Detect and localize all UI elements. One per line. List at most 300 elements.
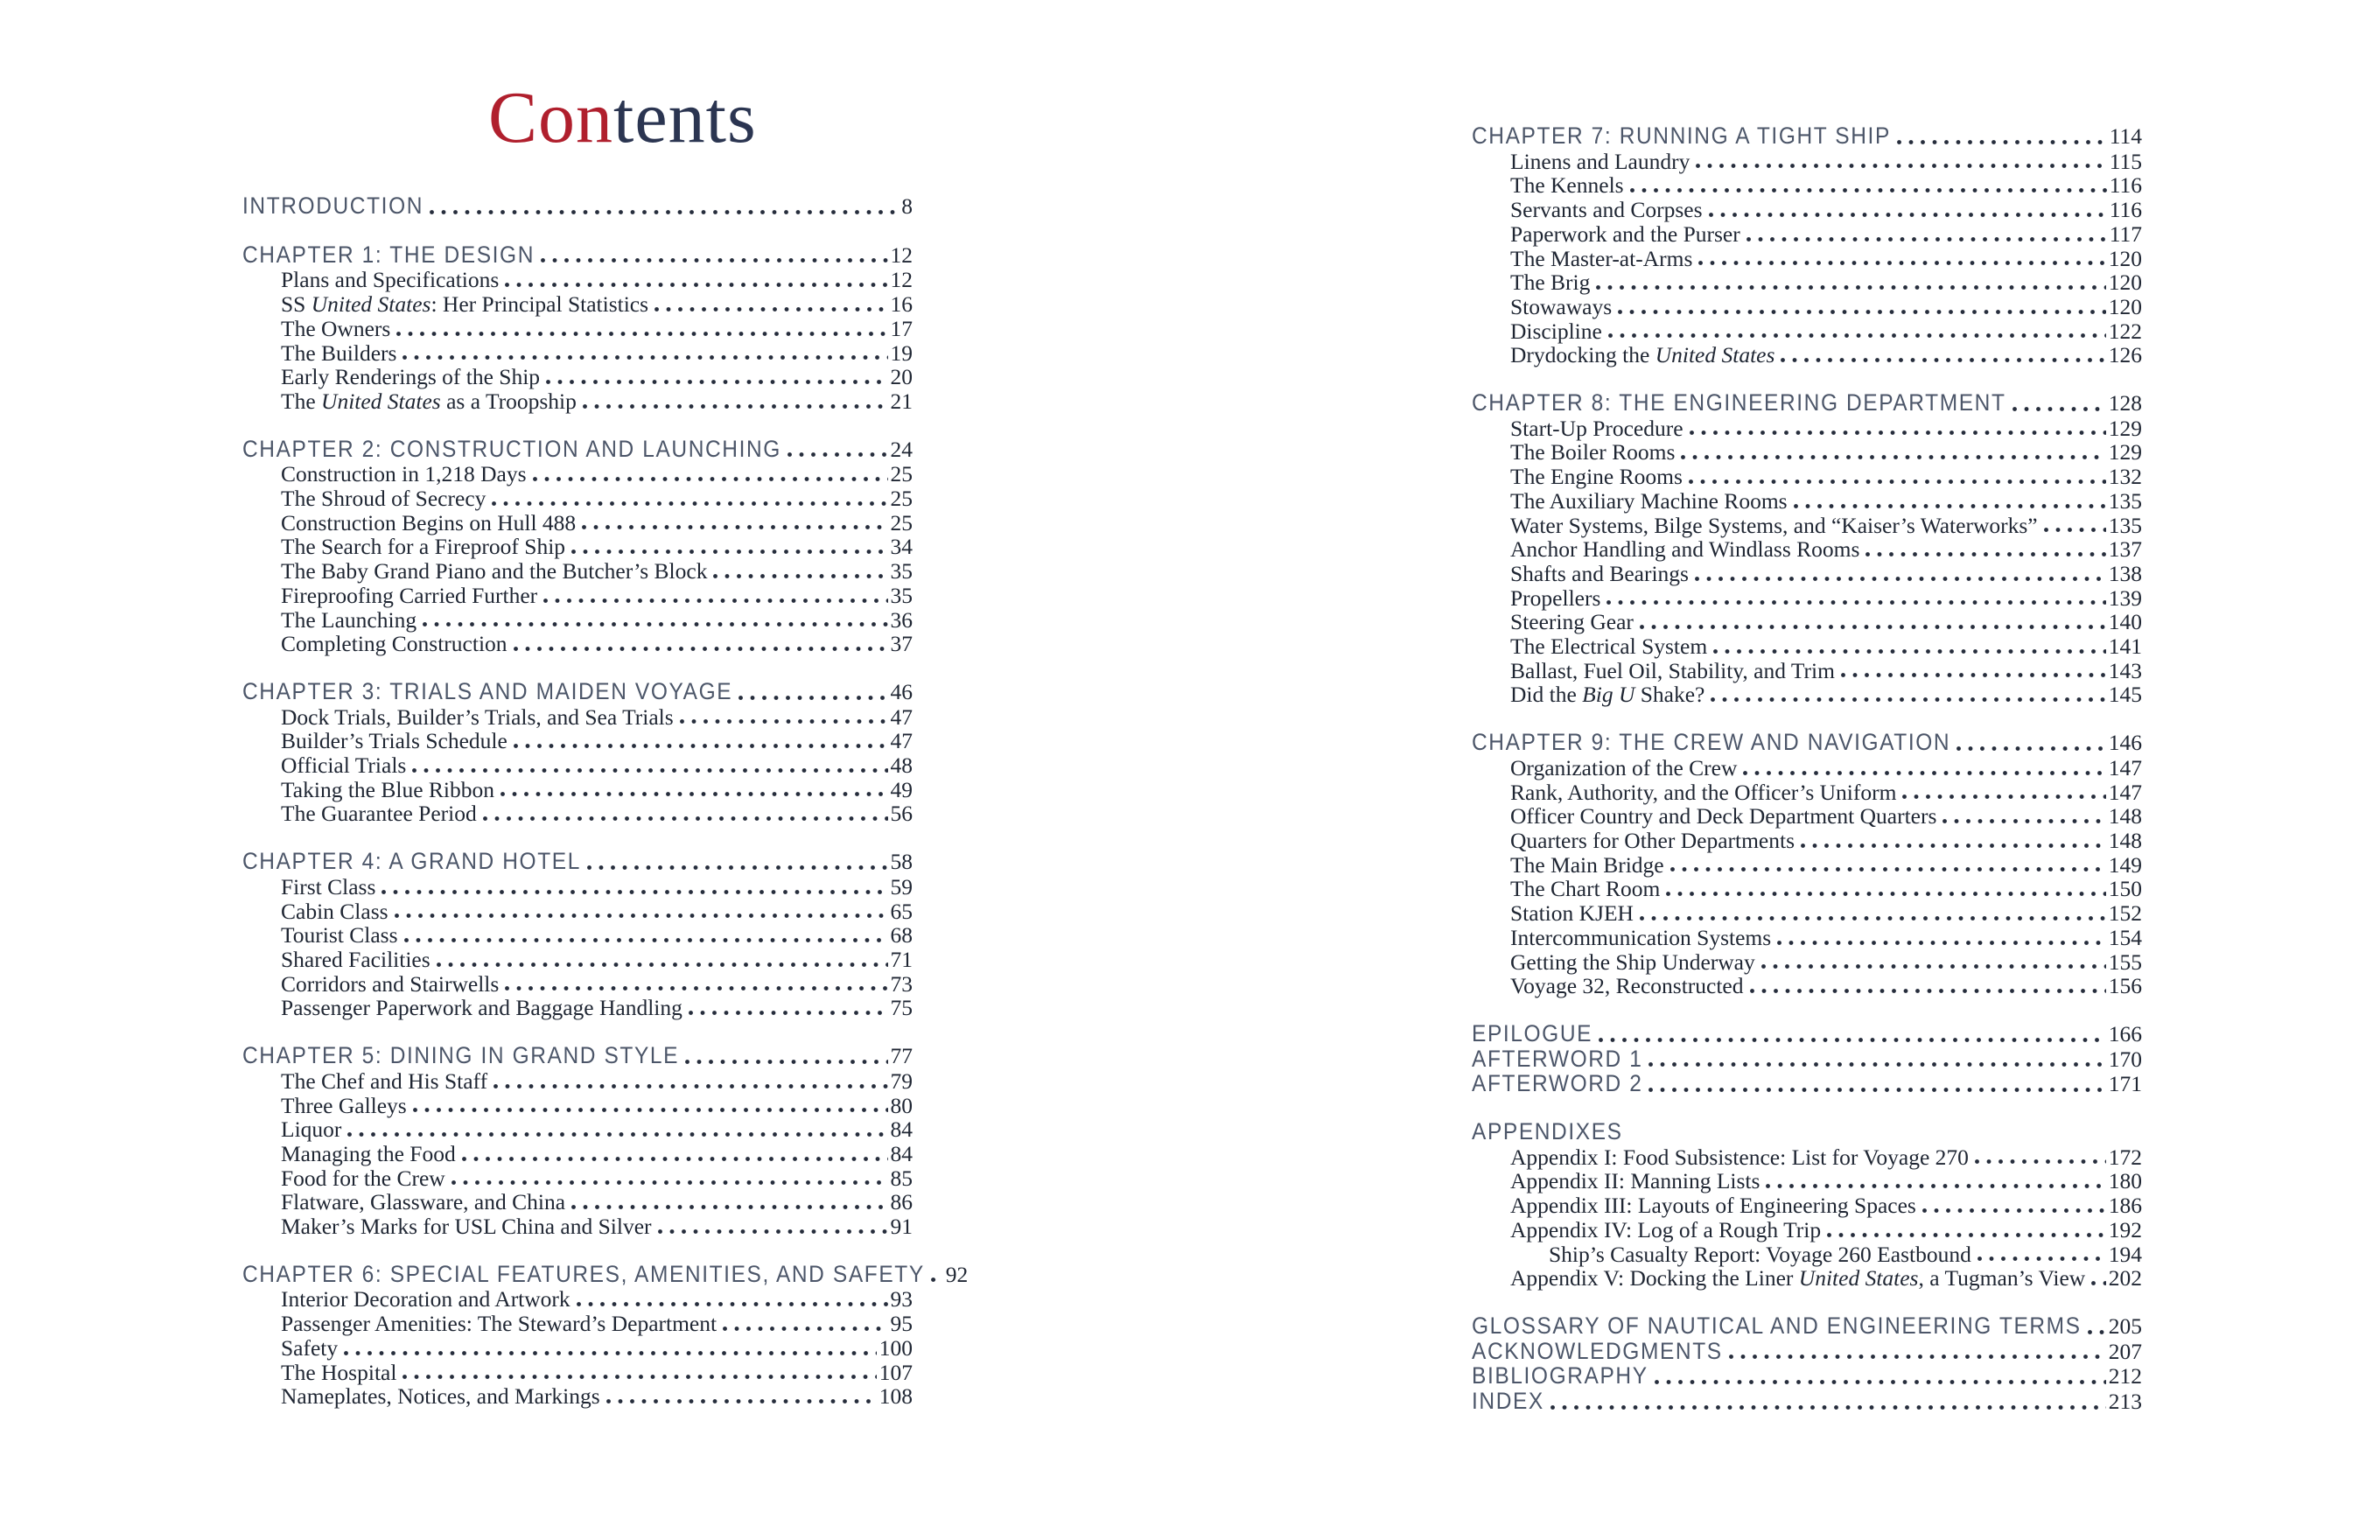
toc-item-row [242, 948, 913, 972]
dot-leader [1801, 842, 2106, 850]
page-number: 140 [2108, 609, 2142, 635]
dot-leader [577, 1300, 888, 1308]
dot-leader [483, 815, 888, 822]
toc-heading-row [1472, 124, 2142, 150]
page-number: 170 [2108, 1046, 2142, 1072]
dot-leader [1781, 356, 2105, 364]
dot-leader [1922, 1207, 2106, 1214]
toc-item-row [242, 1214, 913, 1239]
dot-leader [654, 305, 887, 313]
page-number: 180 [2108, 1168, 2142, 1194]
page-number: 84 [890, 1116, 913, 1143]
dot-leader [533, 475, 888, 483]
dot-leader [1743, 769, 2105, 777]
dot-leader [1866, 550, 2105, 558]
dot-leader [1978, 1255, 2106, 1263]
dot-leader [606, 1397, 877, 1405]
toc-entry-label: Shared Facilities [281, 946, 430, 972]
page-number: 24 [890, 436, 913, 462]
toc-entry-label: AFTERWORD 2 [1472, 1071, 1643, 1097]
toc-item-row [242, 365, 913, 389]
toc-heading-row [242, 1261, 969, 1288]
toc-entry-label: The Brig [1510, 270, 1591, 296]
dot-leader [2044, 526, 2106, 534]
toc-entry-label: Construction in 1,218 Days [281, 461, 527, 487]
toc-entry-label: The United States as a Troopship [281, 388, 577, 414]
dot-leader [1729, 1353, 2106, 1361]
toc-item-row [242, 900, 913, 924]
toc-heading-row [1472, 1390, 2142, 1415]
toc-entry-label: The Chart Room [1510, 876, 1661, 902]
page-number: 148 [2108, 803, 2142, 830]
toc-item-row [1472, 659, 2142, 683]
toc-entry-label: The Chef and His Staff [281, 1068, 488, 1094]
page-number: 207 [2108, 1338, 2142, 1364]
dot-leader [1689, 478, 2106, 486]
toc-item-row [1472, 562, 2142, 586]
toc-item-row [1472, 756, 2142, 780]
page-number: 120 [2108, 270, 2142, 296]
toc-item-row [1472, 537, 2142, 562]
page-number: 17 [890, 315, 913, 341]
dot-leader [543, 597, 887, 605]
toc-entry-label: Water Systems, Bilge Systems, and “Kaiser’s Waterworks” [1510, 512, 2038, 538]
dot-leader [1655, 1378, 2106, 1386]
toc-entry-label: Ballast, Fuel Oil, Stability, and Trim [1510, 657, 1835, 683]
toc-item-row [242, 875, 913, 900]
toc-item-row [1472, 489, 2142, 514]
dot-leader [571, 1203, 887, 1211]
dot-leader [2088, 1328, 2106, 1336]
toc-entry-label: The Baby Grand Piano and the Butcher’s Block [281, 558, 708, 584]
toc-heading-row [242, 194, 913, 220]
toc-entry-label: Official Trials [281, 752, 407, 779]
toc-entry-label: Completing Construction [281, 631, 508, 657]
toc-entry-label: Taking the Blue Ribbon [281, 776, 494, 802]
dot-leader [1630, 186, 2107, 194]
toc-item-row [242, 292, 913, 317]
page-number: 77 [890, 1043, 913, 1069]
toc-heading-row [242, 438, 913, 463]
page-number: 19 [890, 340, 913, 366]
dot-leader [494, 1082, 887, 1090]
toc-entry-label: INDEX [1472, 1388, 1544, 1415]
dot-leader [462, 1155, 888, 1163]
toc-item-row [242, 753, 913, 778]
dot-leader [452, 1179, 888, 1186]
toc-entry-label: Start-Up Procedure [1510, 415, 1684, 441]
dot-leader [546, 378, 887, 386]
page-number: 65 [890, 898, 913, 924]
toc-entry-label: CHAPTER 1: THE DESIGN [242, 242, 536, 269]
dot-leader [571, 548, 887, 556]
dot-leader [1670, 865, 2106, 873]
dot-leader [583, 402, 888, 410]
toc-entry-label: First Class [281, 873, 376, 900]
toc-item-row [1472, 319, 2142, 344]
page-number: 115 [2109, 148, 2142, 174]
toc-entry-label: Three Galleys [281, 1092, 407, 1118]
title-segment-red: Con [488, 77, 614, 158]
toc-item-row [1472, 1169, 2142, 1194]
toc-entry-label: CHAPTER 7: RUNNING A TIGHT SHIP [1472, 122, 1891, 150]
toc-item-row [242, 486, 913, 511]
page-number: 79 [890, 1068, 913, 1094]
page-number: 166 [2108, 1020, 2142, 1046]
page-number: 71 [890, 946, 913, 972]
dot-leader [505, 281, 887, 289]
toc-entry-label: Managing the Food [281, 1140, 456, 1166]
dot-leader [1696, 162, 2106, 170]
toc-entry-label: Anchor Handling and Windlass Rooms [1510, 536, 1860, 563]
dot-leader [514, 742, 888, 750]
page-number: 135 [2108, 512, 2142, 538]
toc-entry-label: Ship’s Casualty Report: Voyage 260 Eastbound [1549, 1241, 1971, 1267]
toc-entry-label: The Electrical System [1510, 634, 1708, 660]
page-number: 120 [2108, 245, 2142, 271]
dot-leader [1711, 696, 2105, 704]
toc-item-row [1472, 1194, 2142, 1218]
toc-item-row [1472, 877, 2142, 901]
toc-entry-label: The Boiler Rooms [1510, 439, 1676, 466]
dot-leader [1841, 671, 2106, 679]
dot-leader [1606, 598, 2105, 606]
toc-entry-label: The Auxiliary Machine Rooms [1510, 487, 1788, 514]
toc-item-row [242, 1166, 913, 1191]
dot-leader [514, 645, 888, 653]
toc-entry-label: The Owners [281, 315, 391, 341]
toc-entry-label: CHAPTER 8: THE ENGINEERING DEPARTMENT [1472, 389, 2006, 416]
dot-leader [2012, 405, 2106, 413]
toc-item-row [1472, 634, 2142, 659]
toc-entry-label: Safety [281, 1334, 339, 1361]
toc-entry-label: Passenger Paperwork and Baggage Handling [281, 995, 682, 1021]
toc-entry-label: Food for the Crew [281, 1165, 445, 1191]
toc-entry-label: Rank, Authority, and the Officer’s Uniform [1510, 779, 1897, 805]
toc-entry-label: The Guarantee Period [281, 801, 477, 827]
page-number: 68 [890, 922, 913, 948]
page-number: 149 [2108, 851, 2142, 878]
page-number: 8 [901, 193, 913, 219]
page-number: 129 [2108, 439, 2142, 466]
page-number: 126 [2108, 342, 2142, 368]
page-number: 150 [2108, 876, 2142, 902]
toc-item-row [242, 1117, 913, 1142]
dot-leader [680, 718, 888, 725]
toc-block [242, 1261, 969, 1410]
dot-leader [1975, 1158, 2106, 1166]
toc-heading-row [1472, 1314, 2142, 1340]
toc-item-row [1472, 586, 2142, 611]
toc-entry-label: CHAPTER 4: A GRAND HOTEL [242, 849, 581, 875]
toc-item-row [1472, 416, 2142, 441]
dot-leader [1956, 745, 2106, 752]
toc-block [242, 194, 913, 220]
toc-entry-label: Did the Big U Shake? [1510, 682, 1705, 708]
toc-entry-label: CHAPTER 9: THE CREW AND NAVIGATION [1472, 730, 1951, 756]
page-number: 139 [2108, 584, 2142, 611]
page-number: 36 [890, 606, 913, 633]
page-number: 46 [890, 678, 913, 704]
dot-leader [347, 1130, 887, 1138]
toc-block [242, 1044, 913, 1239]
page-number: 35 [890, 582, 913, 608]
toc-item-row [1472, 804, 2142, 829]
page-number: 145 [2108, 682, 2142, 708]
toc-entry-label: APPENDIXES [1472, 1118, 1623, 1145]
toc-entry-label: Drydocking the United States [1510, 342, 1775, 368]
page-number: 25 [890, 461, 913, 487]
page-number: 25 [890, 509, 913, 536]
toc-item-row [242, 1361, 913, 1385]
page-number: 137 [2108, 536, 2142, 563]
toc-entry-label: Early Renderings of the Ship [281, 364, 541, 390]
toc-block [242, 243, 913, 414]
dot-leader [1827, 1231, 2106, 1239]
dot-leader [396, 330, 887, 338]
dot-leader [2091, 1279, 2106, 1287]
page-number: 49 [890, 776, 913, 802]
dot-leader [1897, 138, 2107, 146]
toc-entry-label: The Search for a Fireproof Ship [281, 534, 566, 560]
dot-leader [1942, 817, 2105, 825]
toc-entry-label: The Builders [281, 340, 397, 366]
toc-item-row [1472, 1145, 2142, 1170]
dot-leader [1902, 793, 2105, 801]
toc-item-row [242, 535, 913, 559]
toc-item-row [242, 341, 913, 366]
toc-item-row [242, 584, 913, 608]
dot-leader [1599, 1036, 2106, 1044]
toc-entry-label: Liquor [281, 1116, 342, 1143]
toc-item-row [242, 559, 913, 584]
page-number: 117 [2109, 220, 2142, 247]
dot-leader [1618, 308, 2106, 316]
toc-entry-label: BIBLIOGRAPHY [1472, 1363, 1648, 1390]
toc-item-row [1472, 853, 2142, 878]
toc-entry-label: Intercommunication Systems [1510, 924, 1772, 950]
dot-leader [1709, 211, 2107, 219]
toc-entry-label: The Engine Rooms [1510, 464, 1683, 490]
dot-leader [582, 523, 887, 531]
page-number: 186 [2108, 1193, 2142, 1219]
page-number: 154 [2108, 924, 2142, 950]
page-number: 12 [890, 242, 913, 268]
toc-entry-label: Propellers [1510, 584, 1601, 611]
toc-item-row [1472, 150, 2142, 174]
toc-entry-label: Interior Decoration and Artwork [281, 1286, 570, 1312]
toc-item-row [1472, 343, 2142, 368]
page-number: 100 [878, 1334, 913, 1361]
toc-entry-label: Construction Begins on Hull 488 [281, 509, 577, 536]
dot-leader [505, 984, 887, 992]
toc-item-row [1472, 173, 2142, 198]
dot-leader [1750, 987, 2106, 995]
toc-heading-row [242, 850, 913, 875]
toc-item-row [242, 1069, 913, 1094]
page-number: 91 [890, 1214, 913, 1240]
toc-heading-row [1472, 1047, 2142, 1073]
dot-leader [1690, 429, 2106, 437]
dot-leader [492, 500, 887, 508]
page-number: 56 [890, 801, 913, 827]
dot-leader [713, 572, 887, 580]
toc-item-row [1472, 465, 2142, 489]
toc-heading-row [1472, 391, 2142, 416]
page-number: 114 [2109, 123, 2142, 149]
dot-leader [1648, 1086, 2105, 1094]
toc-entry-label: The Master-at-Arms [1510, 245, 1693, 271]
page-number: 93 [890, 1286, 913, 1312]
page-number: 12 [890, 267, 913, 293]
toc-entry-label: GLOSSARY OF NAUTICAL AND ENGINEERING TERMS [1472, 1312, 2082, 1340]
toc-entry-label: Quarters for Other Departments [1510, 827, 1796, 853]
page-number: 47 [890, 728, 913, 754]
toc-entry-label: Paperwork and the Purser [1510, 220, 1740, 247]
dot-leader [1681, 453, 2105, 461]
toc-item-row [1472, 950, 2142, 975]
toc-heading-row [242, 680, 913, 705]
page-number: 141 [2108, 634, 2142, 660]
dot-leader [1640, 623, 2106, 631]
page-number: 75 [890, 995, 913, 1021]
toc-heading-row [1472, 731, 2142, 756]
toc-heading-row [1472, 1340, 2142, 1365]
dot-leader [1746, 235, 2107, 243]
toc-item-row [1472, 780, 2142, 805]
toc-block [1472, 1022, 2142, 1097]
toc-item-row [242, 632, 913, 656]
dot-leader [723, 1325, 887, 1333]
page-number: 192 [2108, 1216, 2142, 1242]
dot-leader [413, 1106, 888, 1114]
page-number: 20 [890, 364, 913, 390]
toc-block [1472, 1314, 2142, 1415]
page-number: 128 [2108, 390, 2142, 416]
page-number: 37 [890, 631, 913, 657]
toc-item-row [242, 802, 913, 826]
page-number: 155 [2108, 948, 2142, 975]
page-number: 47 [890, 704, 913, 730]
toc-entry-label: AFTERWORD 1 [1472, 1046, 1643, 1073]
page-number: 59 [890, 873, 913, 900]
toc-entry-label: Plans and Specifications [281, 267, 500, 293]
toc-item-row [242, 729, 913, 753]
toc-entry-label: Passenger Amenities: The Steward’s Department [281, 1311, 718, 1337]
toc-block [1472, 124, 2142, 368]
toc-entry-label: Organization of the Crew [1510, 754, 1738, 780]
page-number: 143 [2108, 657, 2142, 683]
toc-entry-label: The Hospital [281, 1359, 397, 1385]
dot-leader [1794, 502, 2106, 510]
page-number: 172 [2108, 1144, 2142, 1170]
dot-leader [1666, 890, 2105, 898]
toc-item-row [242, 1336, 913, 1361]
toc-entry-label: Steering Gear [1510, 609, 1634, 635]
toc-item-row [242, 705, 913, 730]
page-number: 202 [2108, 1265, 2142, 1292]
toc-item-row [1472, 1242, 2142, 1267]
toc-column-left [242, 192, 969, 1410]
toc-item-row [1472, 1218, 2142, 1242]
dot-leader [788, 451, 888, 458]
page-number: 86 [890, 1189, 913, 1215]
dot-leader [344, 1349, 877, 1357]
toc-entry-label: INTRODUCTION [242, 192, 424, 220]
toc-item-row [242, 462, 913, 486]
dot-leader [1648, 1060, 2105, 1068]
toc-entry-label: Servants and Corpses [1510, 197, 1703, 223]
toc-entry-label: Officer Country and Deck Department Quarters [1510, 803, 1937, 830]
page-number: 129 [2108, 415, 2142, 441]
toc-entry-label: ACKNOWLEDGMENTS [1472, 1338, 1723, 1365]
toc-entry-label: EPILOGUE [1472, 1020, 1593, 1047]
toc-entry-label: The Launching [281, 606, 417, 633]
page-number: 146 [2108, 730, 2142, 756]
page-number: 147 [2108, 754, 2142, 780]
toc-item-row [1472, 926, 2142, 950]
toc-entry-label: Nameplates, Notices, and Markings [281, 1383, 600, 1410]
dot-leader [1550, 1404, 2106, 1411]
toc-entry-label: Flatware, Glassware, and China [281, 1189, 566, 1215]
toc-entry-label: Stowaways [1510, 293, 1613, 319]
page-number: 132 [2108, 464, 2142, 490]
toc-entry-label: Fireproofing Carried Further [281, 582, 538, 608]
toc-entry-label: Corridors and Stairwells [281, 970, 500, 997]
dot-leader [689, 1009, 888, 1017]
toc-entry-label: Voyage 32, Reconstructed [1510, 973, 1744, 999]
toc-entry-label: CHAPTER 5: DINING IN GRAND STYLE [242, 1042, 680, 1069]
page-number: 116 [2109, 172, 2142, 199]
page-number: 120 [2108, 293, 2142, 319]
dot-leader [1761, 962, 2106, 970]
toc-entry-label: Dock Trials, Builder’s Trials, and Sea Trials [281, 704, 674, 730]
toc-item-row [242, 608, 913, 633]
toc-heading-row [1472, 1364, 2142, 1390]
toc-block [242, 680, 913, 826]
toc-entry-label: Appendix II: Manning Lists [1510, 1168, 1760, 1194]
page-number: 135 [2108, 487, 2142, 514]
toc-entry-label: The Shroud of Secrecy [281, 486, 486, 512]
dot-leader [1766, 1182, 2105, 1190]
toc-heading-row [242, 1044, 913, 1069]
toc-item-row [1472, 974, 2142, 998]
toc-item-row [1472, 1266, 2142, 1291]
toc-entry-label: CHAPTER 6: SPECIAL FEATURES, AMENITIES, AND SAFETY [242, 1261, 925, 1288]
toc-entry-label: Appendix V: Docking the Liner United States, a Tugman’s View [1510, 1265, 2086, 1292]
dot-leader [541, 256, 887, 264]
toc-heading-row [1472, 1072, 2142, 1097]
toc-item-row [242, 317, 913, 341]
dot-leader [658, 1228, 888, 1236]
toc-item-row [242, 972, 913, 997]
toc-item-row [242, 1312, 913, 1336]
dot-leader [931, 1276, 943, 1284]
toc-entry-label: Station KJEH [1510, 900, 1634, 927]
toc-entry-label: Shafts and Bearings [1510, 560, 1689, 586]
page-number: 107 [878, 1359, 913, 1385]
page-number: 152 [2108, 900, 2142, 927]
toc-heading-row [1472, 1022, 2142, 1047]
toc-item-row [1472, 901, 2142, 926]
page-number: 85 [890, 1165, 913, 1191]
toc-item-row [242, 1384, 913, 1409]
dot-leader [1777, 939, 2106, 947]
dot-leader [395, 912, 888, 920]
toc-item-row [242, 1190, 913, 1214]
page-number: 84 [890, 1140, 913, 1166]
toc-entry-label: The Main Bridge [1510, 851, 1664, 878]
